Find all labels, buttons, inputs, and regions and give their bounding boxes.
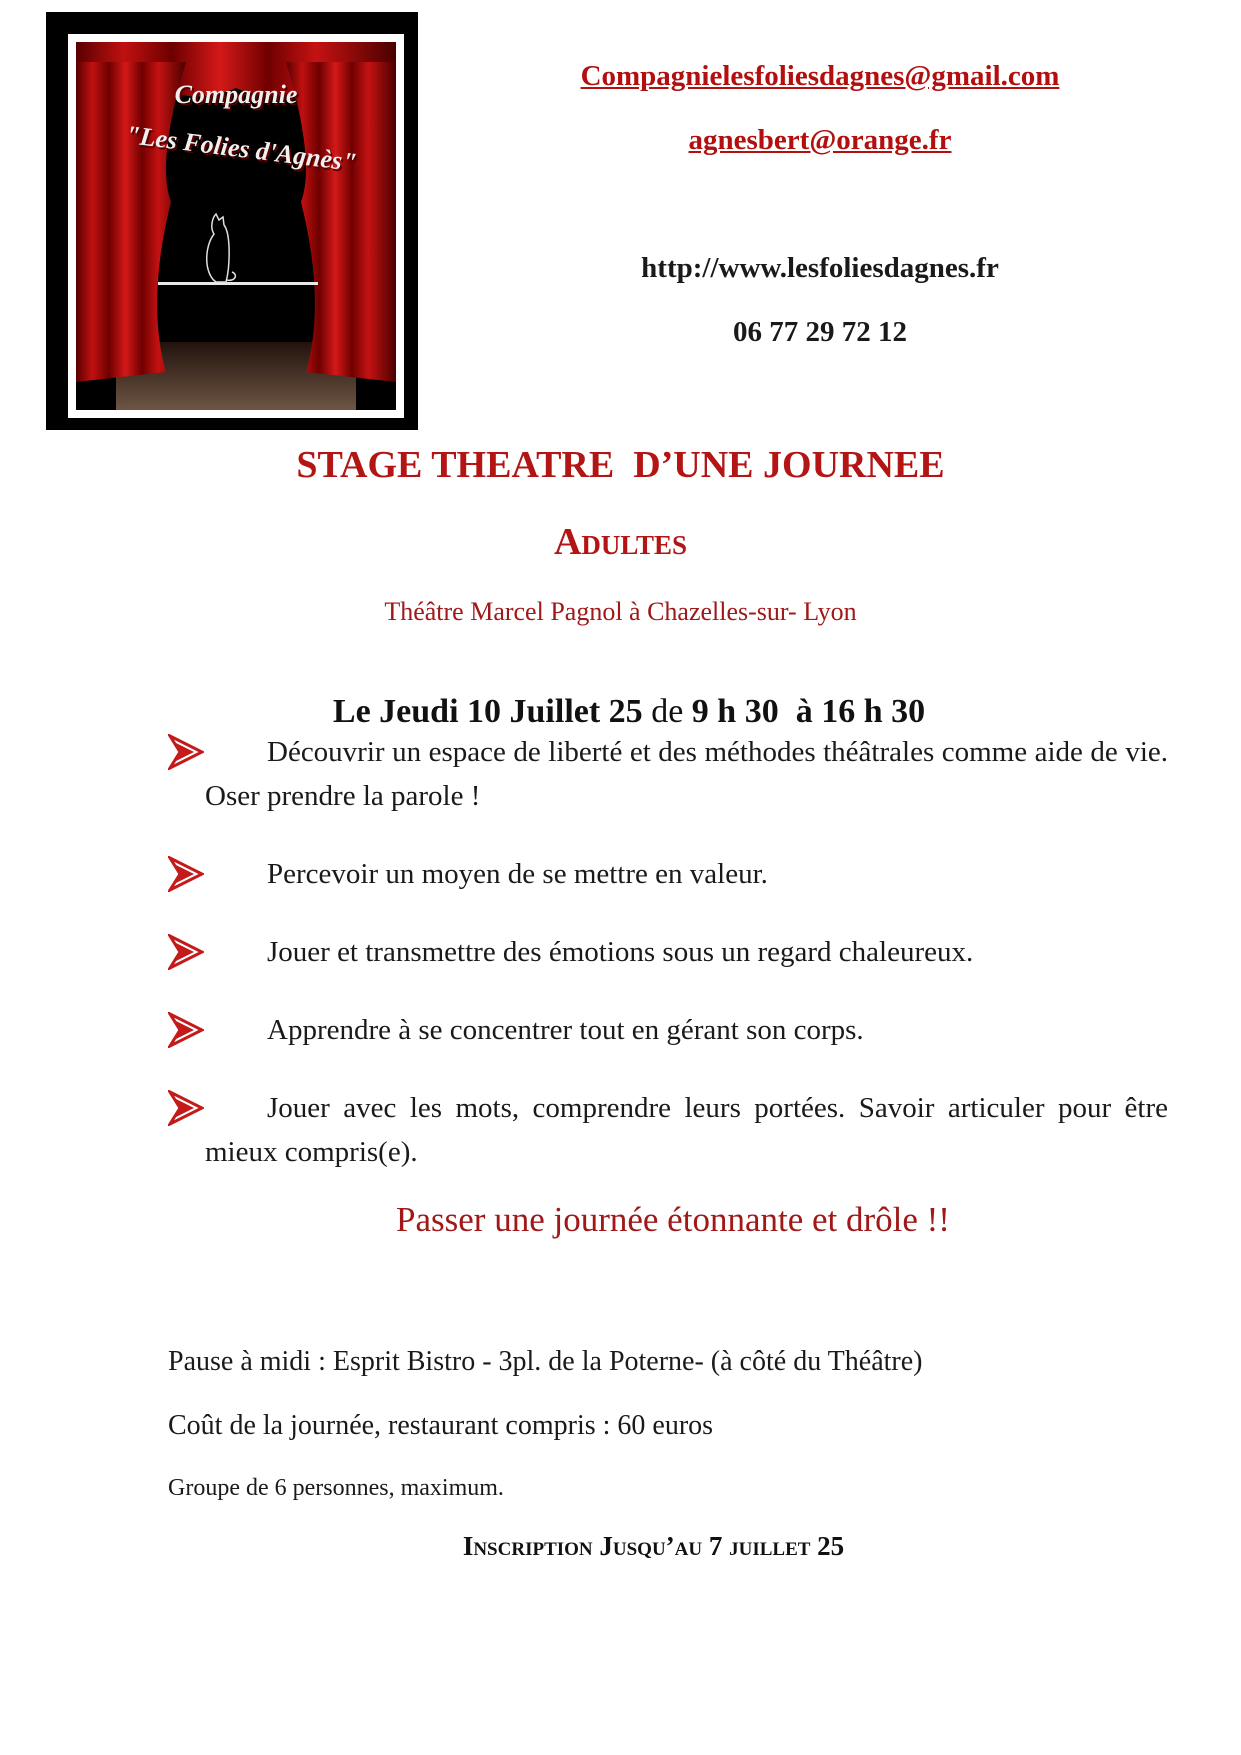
arrow-bullet-icon	[168, 734, 204, 770]
date-hours: 9 h 30 à 16 h 30	[691, 693, 926, 730]
list-item-text: Apprendre à se concentrer tout en gérant son corps.	[267, 1014, 864, 1046]
arrow-bullet-icon	[168, 1090, 204, 1126]
list-item-text: Découvrir un espace de liberté et des méthodes théâtrales comme aide de vie. Oser prendre la parole !	[205, 736, 1168, 812]
logo-text-name: "Les Folies d'Agnès"	[123, 119, 359, 178]
date-connector: de	[642, 693, 692, 730]
phone-number: 06 77 29 72 12	[733, 316, 907, 348]
lunch-info: Pause à midi : Esprit Bistro - 3pl. de la Poterne- (à côté du Théâtre)	[168, 1346, 923, 1377]
list-item-text: Jouer avec les mots, comprendre leurs portées. Savoir articuler pour être mieux compris(e).	[205, 1092, 1168, 1168]
arrow-bullet-icon	[168, 1012, 204, 1048]
page-title: STAGE THEATRE D’UNE JOURNEE	[296, 444, 945, 486]
logo-frame	[68, 34, 404, 418]
email-primary-link[interactable]: Compagnielesfoliesdagnes@gmail.com	[580, 60, 1060, 92]
list-item-text: Jouer et transmettre des émotions sous un regard chaleureux.	[267, 936, 974, 968]
page-subtitle: Adultes	[553, 521, 687, 563]
website-url[interactable]: http://www.lesfoliesdagnes.fr	[641, 252, 999, 284]
list-item-text: Percevoir un moyen de se mettre en valeur.	[267, 858, 768, 890]
group-size-info: Groupe de 6 personnes, maximum.	[168, 1475, 504, 1501]
registration-deadline: Inscription Jusqu’au 7 juillet 25	[462, 1531, 845, 1561]
arrow-bullet-icon	[168, 856, 204, 892]
cost-info: Coût de la journée, restaurant compris : 60 euros	[168, 1410, 714, 1441]
arrow-bullet-icon	[168, 934, 204, 970]
email-primary[interactable]	[430, 60, 1210, 93]
email-secondary-link[interactable]: agnesbert@orange.fr	[688, 124, 952, 156]
slogan: Passer une journée étonnante et drôle !!	[396, 1200, 950, 1239]
email-secondary[interactable]	[430, 124, 1210, 157]
company-logo	[46, 12, 418, 430]
logo-text-compagnie: Compagnie	[174, 80, 298, 109]
date-line	[0, 655, 1241, 731]
date-day: Le Jeudi 10 Juillet 25	[332, 693, 643, 730]
venue-line: Théâtre Marcel Pagnol à Chazelles-sur- Lyon	[384, 597, 857, 626]
